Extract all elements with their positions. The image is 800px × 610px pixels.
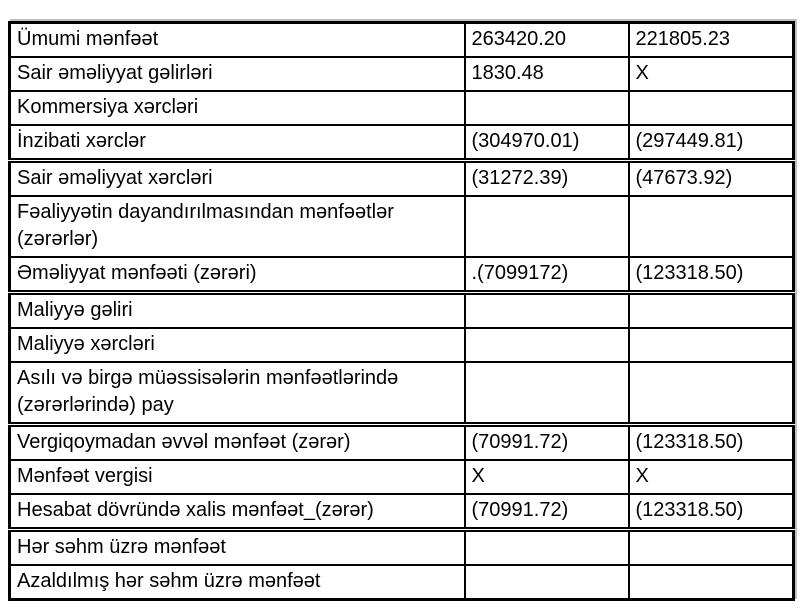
row-value-cell: 221805.23	[629, 23, 794, 58]
statement-section	[10, 293, 794, 425]
row-value-cell: 1830.48	[465, 57, 629, 91]
table-row	[10, 196, 794, 257]
row-label-cell: Maliyyə gəliri	[10, 293, 465, 329]
row-label-cell: Maliyyə xərcləri	[10, 328, 465, 362]
row-value-cell: (123318.50)	[629, 425, 794, 461]
row-value-cell	[629, 91, 794, 125]
row-value-cell	[629, 362, 794, 425]
row-value-cell: X	[629, 460, 794, 494]
table-row	[10, 425, 794, 461]
row-label-cell: Sair əməliyyat xərcləri	[10, 161, 465, 197]
row-value-cell	[629, 293, 794, 329]
row-label-cell: Əməliyyat mənfəəti (zərəri)	[10, 257, 465, 293]
row-value-cell	[465, 362, 629, 425]
row-label-cell: Azaldılmış hər səhm üzrə mənfəət	[10, 565, 465, 600]
row-value-cell	[629, 196, 794, 257]
row-value-cell	[465, 530, 629, 566]
row-value-cell	[629, 530, 794, 566]
row-value-cell: X	[629, 57, 794, 91]
row-value-cell	[629, 565, 794, 600]
row-value-cell: (123318.50)	[629, 257, 794, 293]
table-row	[10, 460, 794, 494]
row-value-cell	[465, 91, 629, 125]
row-value-cell: .(7099172)	[465, 257, 629, 293]
row-label-cell: Hesabat dövründə xalis mənfəət_(zərər)	[10, 494, 465, 530]
row-value-cell	[465, 196, 629, 257]
table-row	[10, 257, 794, 293]
row-value-cell: (70991.72)	[465, 425, 629, 461]
table-row	[10, 494, 794, 530]
table-row	[10, 362, 794, 425]
table-row	[10, 91, 794, 125]
row-value-cell: (123318.50)	[629, 494, 794, 530]
row-value-cell: 263420.20	[465, 23, 629, 58]
row-value-cell: X	[465, 460, 629, 494]
table-row	[10, 530, 794, 566]
row-label-cell: Asılı və birgə müəssisələrin mənfəətlərində (zərərlərində) pay	[10, 362, 465, 425]
statement-section	[10, 161, 794, 293]
financial-table	[8, 21, 795, 601]
table-row	[10, 23, 794, 58]
row-value-cell: (70991.72)	[465, 494, 629, 530]
row-value-cell: (297449.81)	[629, 125, 794, 161]
table-row	[10, 161, 794, 197]
row-label-cell: Ümumi mənfəət	[10, 23, 465, 58]
table-row	[10, 57, 794, 91]
row-label-cell: Sair əməliyyat gəlirləri	[10, 57, 465, 91]
row-value-cell	[629, 328, 794, 362]
row-value-cell	[465, 293, 629, 329]
row-label-cell: Hər səhm üzrə mənfəət	[10, 530, 465, 566]
table-row	[10, 125, 794, 161]
table-row	[10, 565, 794, 600]
statement-section	[10, 23, 794, 161]
row-label-cell: İnzibati xərclər	[10, 125, 465, 161]
row-label-cell: Fəaliyyətin dayandırılmasından mənfəətlər (zərərlər)	[10, 196, 465, 257]
row-value-cell	[465, 328, 629, 362]
row-label-cell: Mənfəət vergisi	[10, 460, 465, 494]
statement-section	[10, 425, 794, 530]
row-value-cell: (304970.01)	[465, 125, 629, 161]
table-row	[10, 328, 794, 362]
row-value-cell	[465, 565, 629, 600]
row-value-cell: (31272.39)	[465, 161, 629, 197]
row-label-cell: Vergiqoymadan əvvəl mənfəət (zərər)	[10, 425, 465, 461]
statement-section	[10, 530, 794, 600]
row-value-cell: (47673.92)	[629, 161, 794, 197]
row-label-cell: Kommersiya xərcləri	[10, 91, 465, 125]
table-row	[10, 293, 794, 329]
